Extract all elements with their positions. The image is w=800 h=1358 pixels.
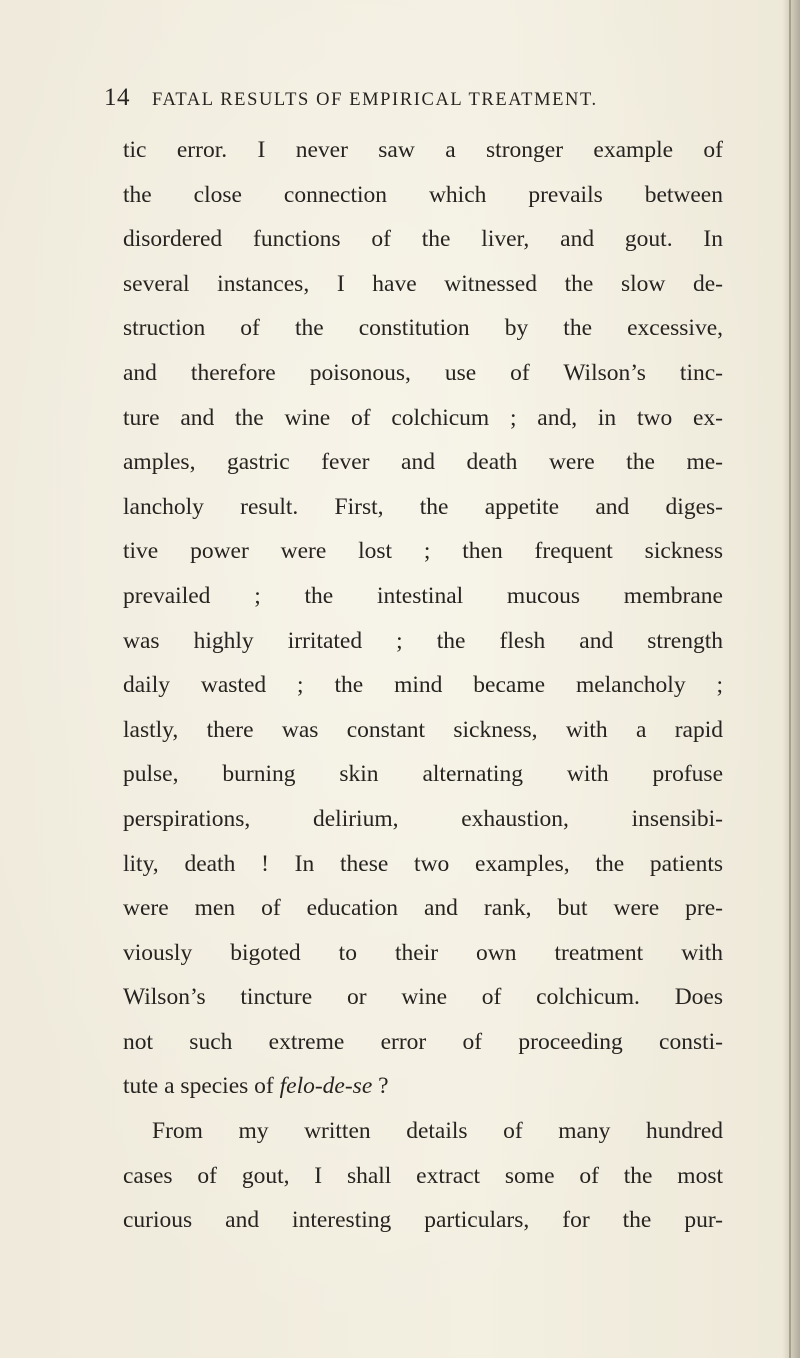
running-header [104,84,724,118]
text-line: lancholy result. First, the appetite and diges- [123,493,723,520]
text-line: viously bigoted to their own treatment with [123,939,723,966]
page-edge-shadow [782,0,800,1358]
text-line: tive power were lost ; then frequent sickness [123,538,723,565]
text-line: perspirations, delirium, exhaustion, insensibi- [123,805,723,832]
page-edge-line [789,0,791,1358]
text-line: amples, gastric fever and death were the me- [123,449,723,476]
line-suffix: ? [372,1073,389,1100]
text-line: were men of education and rank, but were pre- [123,895,723,922]
text-line: the close connection which prevails between [123,181,723,208]
page-number: 14 [104,84,130,111]
text-line: and therefore poisonous, use of Wilson’s tinc- [123,359,723,386]
text-line: tic error. I never saw a stronger example of [123,137,723,163]
text-line: cases of gout, I shall extract some of the most [123,1162,723,1189]
text-line: Wilson’s tincture or wine of colchicum. Does [123,984,723,1011]
text-line: not such extreme error of proceeding consti- [123,1028,723,1055]
paragraph-start-line: From my written details of many hundred [152,1118,723,1145]
text-line: disordered functions of the liver, and gout. In [123,226,723,253]
body-text [123,128,723,1243]
paragraph-end-line [123,1064,723,1109]
text-line: lity, death ! In these two examples, the patients [123,850,723,877]
latin-phrase: felo-de-se [279,1073,373,1100]
running-title: FATAL RESULTS OF EMPIRICAL TREATMENT. [152,90,598,110]
text-line: prevailed ; the intestinal mucous membrane [123,582,723,609]
text-line: pulse, burning skin alternating with profuse [123,761,723,788]
text-line: ture and the wine of colchicum ; and, in two ex- [123,404,723,431]
text-line: curious and interesting particulars, for the pur- [123,1207,723,1234]
text-line: struction of the constitution by the excessive, [123,315,723,342]
text-line: was highly irritated ; the flesh and strength [123,627,723,654]
line-prefix: tute a species of [123,1073,280,1100]
text-line: several instances, I have witnessed the slow de- [123,270,723,297]
text-line: lastly, there was constant sickness, with a rapid [123,716,723,743]
text-line: daily wasted ; the mind became melancholy ; [123,672,723,699]
